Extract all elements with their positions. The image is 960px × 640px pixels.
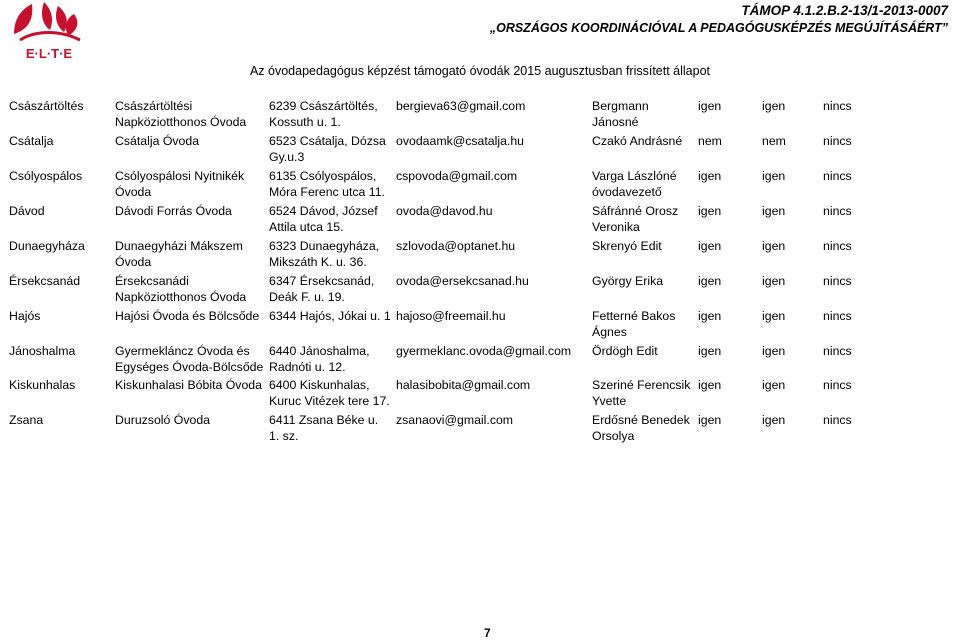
address-cell: 6400 Kiskunhalas, Kuruc Vitézek tere 17. [269,378,390,408]
email-cell: ovoda@davod.hu [396,204,493,218]
page-subtitle: Az óvodapedagógus képzést támogató óvodák 2015 augusztusban frissített állapot [249,64,711,78]
criterion1-cell: igen [698,344,722,358]
criterion2-cell: nem [762,134,786,148]
name-cell: Hajósi Óvoda és Bölcsőde [115,309,260,323]
email-cell: ovodaamk@csatalja.hu [396,134,525,148]
town-cell: Csólyospálos [9,169,83,183]
town-cell: Zsana [9,413,44,427]
table-row [6,412,956,446]
criterion3-cell: nincs [823,413,852,427]
svg-text:E·L·T·E: E·L·T·E [25,46,73,61]
criterion2-cell: igen [762,309,786,323]
name-cell: Csátalja Óvoda [115,134,200,148]
criterion3-cell: nincs [823,204,852,218]
address-cell: 6347 Érsekcsanád, Deák F. u. 19. [269,274,375,304]
criterion1-cell: igen [698,309,722,323]
criterion1-cell: igen [698,204,722,218]
town-cell: Csátalja [9,134,54,148]
project-code: TÁMOP 4.1.2.B.2-13/1-2013-0007 [741,3,948,18]
head-cell: Erdősné Benedek Orsolya [592,413,690,443]
criterion2-cell: igen [762,169,786,183]
head-cell: Szeriné Ferencsik Yvette [592,378,691,408]
criterion2-cell: igen [762,239,786,253]
criterion1-cell: igen [698,239,722,253]
criterion1-cell: igen [698,378,722,392]
criterion3-cell: nincs [823,134,852,148]
criterion1-cell: nem [698,134,722,148]
address-cell: 6239 Császártöltés, Kossuth u. 1. [269,99,378,129]
town-cell: Kiskunhalas [9,378,76,392]
criterion2-cell: igen [762,378,786,392]
head-cell: Ördögh Edit [592,344,658,358]
page-number: 7 [484,626,491,640]
head-cell: Sáfránné Orosz Veronika [592,204,679,234]
email-cell: cspovoda@gmail.com [396,169,518,183]
head-cell: Varga Lászlóné óvodavezető [592,169,677,199]
town-cell: Császártöltés [9,99,84,113]
address-cell: 6440 Jánoshalma, Radnóti u. 12. [269,344,370,374]
name-cell: Császártöltési Napköziotthonos Óvoda [115,99,247,129]
criterion3-cell: nincs [823,99,852,113]
table-body [6,98,956,446]
town-cell: Érsekcsanád [9,274,81,288]
head-cell: György Erika [592,274,664,288]
criterion2-cell: igen [762,99,786,113]
email-cell: zsanaovi@gmail.com [396,413,514,427]
kindergarten-table [6,98,956,446]
table-row [6,133,956,168]
head-cell: Bergmann Jánosné [592,99,649,129]
criterion1-cell: igen [698,99,722,113]
name-cell: Duruzsoló Óvoda [115,413,211,427]
town-cell: Jánoshalma [9,344,76,358]
criterion2-cell: igen [762,413,786,427]
table-row [6,203,956,238]
name-cell: Érsekcsanádi Napköziotthonos Óvoda [115,274,247,304]
name-cell: Gyermekláncz Óvoda és Egységes Óvoda-Bölcsőde [115,344,264,374]
criterion3-cell: nincs [823,378,852,392]
criterion1-cell: igen [698,413,722,427]
elte-logo [0,0,98,62]
criterion3-cell: nincs [823,344,852,358]
email-cell: hajoso@freemail.hu [396,309,506,323]
table-row [6,98,956,133]
table-row [6,308,956,343]
criterion3-cell: nincs [823,309,852,323]
town-cell: Hajós [9,309,41,323]
criterion2-cell: igen [762,344,786,358]
email-cell: gyermeklanc.ovoda@gmail.com [396,344,572,358]
project-title: „ORSZÁGOS KOORDINÁCIÓVAL A PEDAGÓGUSKÉPZÉS MEGÚJÍTÁSÁÉRT” [489,21,948,35]
email-cell: szlovoda@optanet.hu [396,239,516,253]
head-cell: Czakó Andrásné [592,134,683,148]
head-cell: Fetterné Bakos Ágnes [592,309,676,339]
town-cell: Dunaegyháza [9,239,85,253]
criterion1-cell: igen [698,169,722,183]
criterion2-cell: igen [762,204,786,218]
email-cell: bergieva63@gmail.com [396,99,526,113]
address-cell: 6323 Dunaegyháza, Mikszáth K. u. 36. [269,239,380,269]
table-row [6,377,956,412]
head-cell: Skrenyó Edit [592,239,662,253]
address-cell: 6135 Csólyospálos, Móra Ferenc utca 11. [269,169,385,199]
name-cell: Csólyospálosi Nyitnikék Óvoda [115,169,245,199]
name-cell: Dávodi Forrás Óvoda [115,204,232,218]
name-cell: Dunaegyházi Mákszem Óvoda [115,239,243,269]
criterion3-cell: nincs [823,169,852,183]
criterion3-cell: nincs [823,274,852,288]
elte-logo-graphic [0,0,98,62]
criterion1-cell: igen [698,274,722,288]
table-row [6,273,956,308]
name-cell: Kiskunhalasi Bóbita Óvoda [115,378,262,392]
address-cell: 6344 Hajós, Jókai u. 1 [269,309,391,323]
address-cell: 6524 Dávod, József Attila utca 15. [269,204,378,234]
email-cell: ovoda@ersekcsanad.hu [396,274,529,288]
address-cell: 6523 Csátalja, Dózsa Gy.u.3 [269,134,386,164]
email-cell: halasibobita@gmail.com [396,378,531,392]
criterion3-cell: nincs [823,239,852,253]
table-row [6,343,956,377]
town-cell: Dávod [9,204,45,218]
table-row [6,238,956,273]
table-row [6,168,956,203]
criterion2-cell: igen [762,274,786,288]
address-cell: 6411 Zsana Béke u. 1. sz. [269,413,379,443]
